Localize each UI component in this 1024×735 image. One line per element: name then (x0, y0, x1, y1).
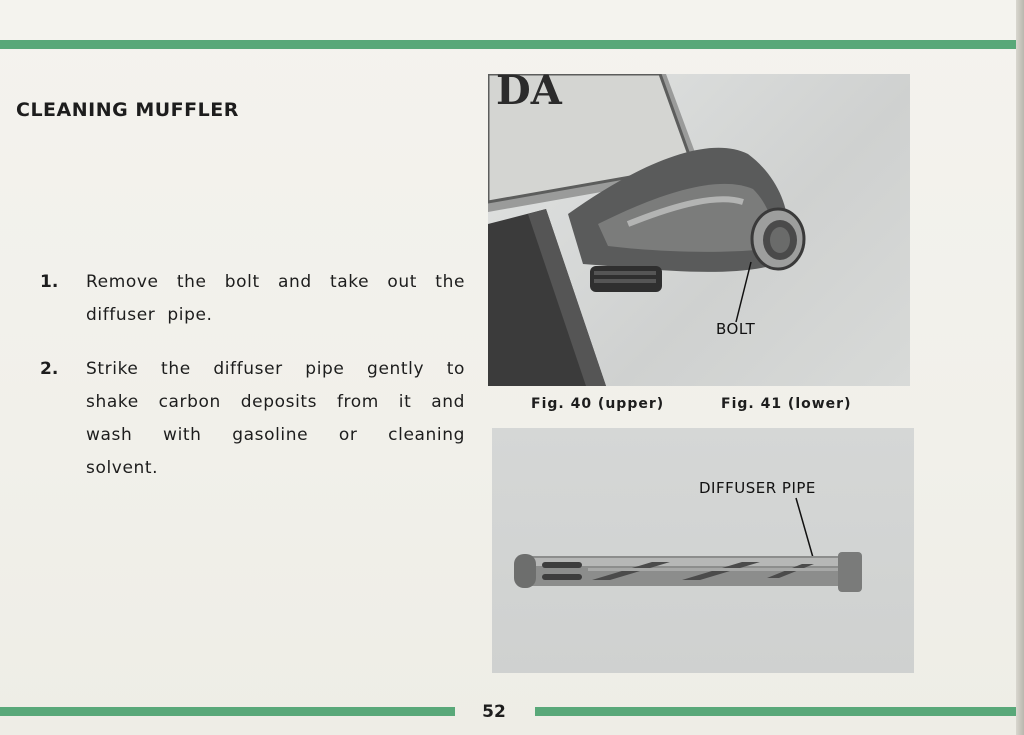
bottom-green-rule-left (0, 707, 455, 716)
top-green-rule (0, 40, 1016, 49)
muffler-illustration (488, 74, 910, 386)
step-text: Strike the diffuser pipe gently to shake carbon deposits from it and wash with gasoline or cleaning solvent. (86, 359, 465, 478)
bottom-green-rule-right (535, 707, 1016, 716)
diffuser-pipe-callout: DIFFUSER PIPE (699, 479, 816, 497)
step-text: Remove the bolt and take out the diffuser pipe. (86, 272, 465, 325)
step-number: 2. (40, 359, 59, 379)
section-heading: CLEANING MUFFLER (16, 99, 239, 121)
figure-41-caption: Fig. 41 (lower) (721, 396, 852, 412)
muffler-photo (488, 74, 910, 386)
diffuser-pipe-photo (492, 428, 914, 673)
diffuser-pipe-illustration (492, 428, 914, 673)
figure-40-caption: Fig. 40 (upper) (531, 396, 665, 412)
step-2 (40, 353, 465, 485)
page-number: 52 (482, 702, 506, 722)
bolt-callout: BOLT (716, 320, 756, 338)
logo-fragment: DA (496, 74, 562, 114)
step-1 (40, 266, 465, 332)
book-spine-edge (1016, 0, 1024, 735)
step-number: 1. (40, 272, 59, 292)
